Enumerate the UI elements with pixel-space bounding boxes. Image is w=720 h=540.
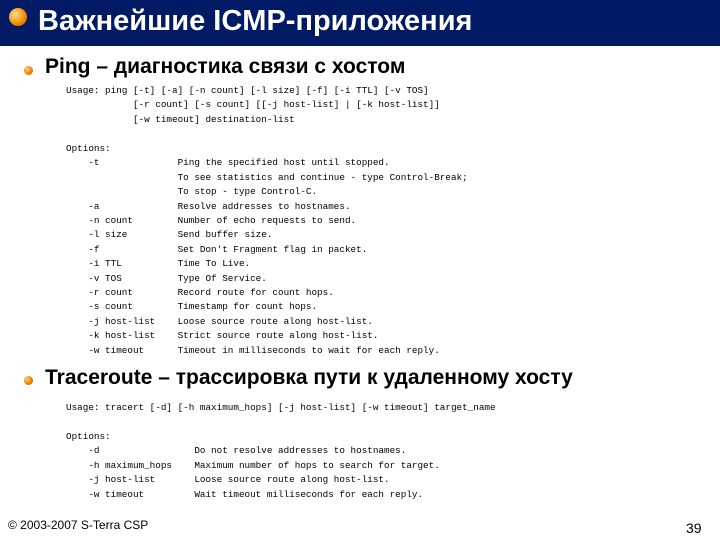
slide-title: Важнейшие ICMP-приложения	[38, 5, 473, 37]
page-number: 39	[686, 520, 702, 536]
ping-usage: Usage: ping [-t] [-a] [-n count] [-l size] [-f] [-i TTL] [-v TOS] [-r count] [-s count] [[-j host-list] | [-k host-list]] [-w timeout] destination-list	[66, 85, 440, 125]
tracert-heading: Traceroute – трассировка пути к удаленному хосту	[45, 366, 573, 389]
tracert-usage: Usage: tracert [-d] [-h maximum_hops] [-j host-list] [-w timeout] target_name	[66, 402, 496, 413]
title-bullet-icon	[9, 8, 27, 26]
title-bar	[0, 0, 720, 44]
title-underline	[0, 44, 720, 46]
tracert-bullet-icon	[24, 376, 33, 385]
tracert-options: Options: -d Do not resolve addresses to hostnames. -h maximum_hops Maximum number of hops to search for target. -j host-list Loose source route along host-list. -w timeout Wait timeout milliseconds for each reply.	[66, 431, 440, 500]
footer-copyright: © 2003-2007 S-Terra CSP	[8, 518, 149, 532]
ping-heading: Ping – диагностика связи с хостом	[45, 55, 406, 78]
ping-bullet-icon	[24, 66, 33, 75]
ping-options: Options: -t Ping the specified host until stopped. To see statistics and continue - type Control-Break; To stop - type Control-C. -a Resolve addresses to hostnames. -n count Number of echo requests to send. -l size Send buffer size. -f Set Don't Fragment flag in packet. -i TTL Time To Live. -v TOS Type Of Service. -r count Record route for count hops. -s count Timestamp for count hops. -j host-list Loose source route along host-list. -k host-list Strict source route along host-list. -w timeout Timeout in milliseconds to wait for each reply.	[66, 143, 468, 356]
